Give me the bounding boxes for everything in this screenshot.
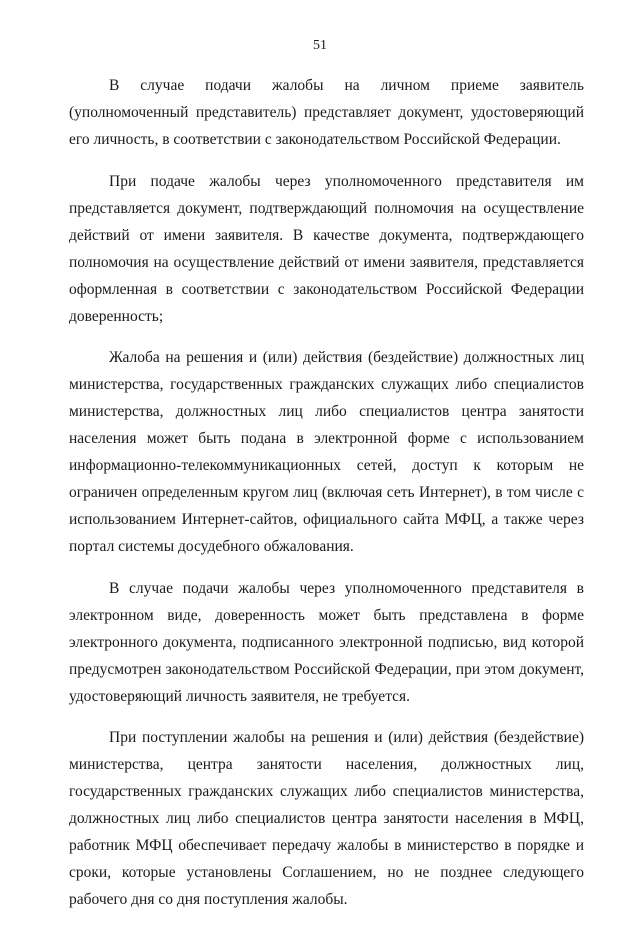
paragraph-electronic-power-of-attorney: В случае подачи жалобы через уполномоченного представителя в электронном виде, доверенность может быть представлена в форме электронного документа, подписанного электронной подписью, вид которой предусмотрен законодательством Российской Федерации, при этом документ, удостоверяющий личность заявителя, не требуется. (69, 579, 584, 705)
paragraph-electronic-submission: Жалоба на решения и (или) действия (бездействие) должностных лиц министерства, государственных гражданских служащих либо специалистов министерства, должностных лиц либо специалистов центра занятости населения может быть подана в электронной форме с использованием информационно-телекоммуникационных сетей, доступ к которым не ограничен определенным кругом лиц (включая сеть Интернет), в том числе с использованием Интернет-сайтов, официального сайта МФЦ, а также через портал системы досудебного обжалования. (69, 349, 584, 555)
paragraph-authorized-representative: При подаче жалобы через уполномоченного представителя им представляется документ, подтверждающий полномочия на осуществление действий от имени заявителя. В качестве документа, подтверждающего полномочия на осуществление действий от имени заявителя, представляется оформленная в соответствии с законодательством Российской Федерации доверенность; (69, 172, 584, 325)
document-body (69, 72, 584, 928)
paragraph-mfc-transfer: При поступлении жалобы на решения и (или) действия (бездействие) министерства, центра занятости населения, должностных лиц, государственных гражданских служащих либо специалистов министерства, должностных лиц либо специалистов центра занятости населения в МФЦ, работник МФЦ обеспечивает передачу жалобы в министерство в порядке и сроки, которые установлены Соглашением, но не позднее следующего рабочего дня со дня поступления жалобы. (69, 729, 584, 908)
paragraph-personal-reception: В случае подачи жалобы на личном приеме заявитель (уполномоченный представитель) представляет документ, удостоверяющий его личность, в соответствии с законодательством Российской Федерации. (69, 77, 584, 148)
page-number: 51 (313, 38, 327, 53)
